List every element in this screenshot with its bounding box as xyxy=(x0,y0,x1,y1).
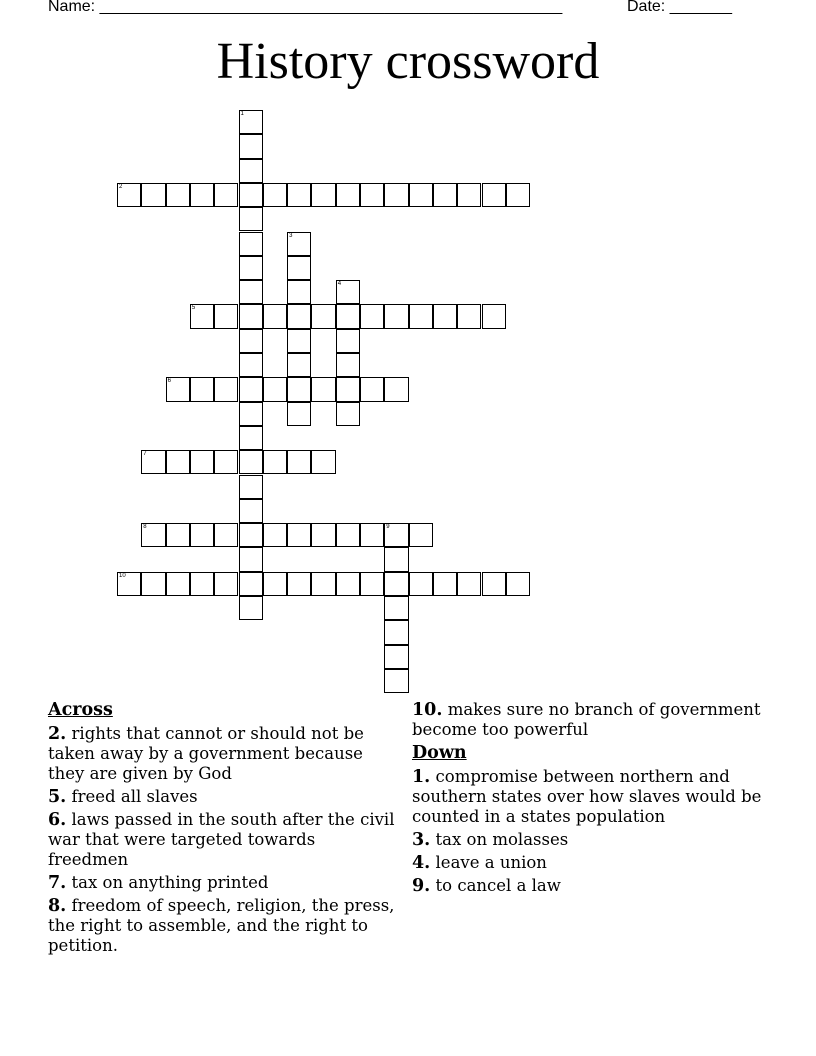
crossword-cell[interactable] xyxy=(384,523,408,547)
crossword-cell[interactable] xyxy=(214,523,238,547)
crossword-cell[interactable] xyxy=(482,572,506,596)
clue-number: 8 xyxy=(143,524,147,531)
crossword-cell[interactable] xyxy=(457,183,481,207)
crossword-cell[interactable] xyxy=(239,450,263,474)
crossword-cell[interactable] xyxy=(336,523,360,547)
clue-text: freed all slaves xyxy=(71,787,198,806)
crossword-cell[interactable] xyxy=(409,523,433,547)
crossword-cell[interactable] xyxy=(409,183,433,207)
crossword-cell[interactable] xyxy=(263,572,287,596)
crossword-cell[interactable] xyxy=(166,523,190,547)
crossword-cell[interactable] xyxy=(287,329,311,353)
clue-text: rights that cannot or should not be taken away by a government because they are given by God xyxy=(48,724,364,783)
crossword-cell[interactable] xyxy=(166,450,190,474)
crossword-cell[interactable] xyxy=(506,572,530,596)
crossword-cell[interactable] xyxy=(190,523,214,547)
crossword-cell[interactable] xyxy=(166,183,190,207)
crossword-cell[interactable] xyxy=(360,572,384,596)
clue-item xyxy=(48,787,398,807)
crossword-cell[interactable] xyxy=(239,377,263,401)
crossword-cell[interactable] xyxy=(287,572,311,596)
clue-item xyxy=(412,876,782,896)
crossword-cell[interactable] xyxy=(287,377,311,401)
page-title: History crossword xyxy=(216,33,600,90)
crossword-cell[interactable] xyxy=(239,523,263,547)
crossword-cell[interactable] xyxy=(239,207,263,231)
crossword-cell[interactable] xyxy=(384,547,408,571)
clue-text: tax on anything printed xyxy=(71,873,269,892)
clue-number: 4 xyxy=(337,281,342,288)
clues-left-column xyxy=(48,700,398,959)
crossword-cell[interactable] xyxy=(214,572,238,596)
clue-number: 3. xyxy=(412,830,431,850)
crossword-cell[interactable] xyxy=(336,183,360,207)
crossword-cell[interactable] xyxy=(239,547,263,571)
crossword-cell[interactable] xyxy=(336,329,360,353)
clue-number: 7 xyxy=(143,451,147,458)
crossword-cell[interactable] xyxy=(360,377,384,401)
clue-item xyxy=(48,873,398,893)
crossword-cell[interactable] xyxy=(384,572,408,596)
clue-number: 8. xyxy=(48,896,67,916)
crossword-cell[interactable] xyxy=(311,523,335,547)
crossword-cell[interactable] xyxy=(239,134,263,158)
crossword-cell[interactable] xyxy=(482,183,506,207)
crossword-cell[interactable] xyxy=(311,572,335,596)
crossword-cell[interactable] xyxy=(287,256,311,280)
crossword-cell[interactable] xyxy=(190,377,214,401)
crossword-cell[interactable] xyxy=(336,402,360,426)
crossword-cell[interactable] xyxy=(336,280,360,304)
name-label: Name: xyxy=(48,0,96,15)
clue-number: 2. xyxy=(48,724,67,744)
crossword-cell[interactable] xyxy=(117,183,141,207)
crossword-cell[interactable] xyxy=(287,183,311,207)
crossword-cell[interactable] xyxy=(287,523,311,547)
crossword-cell[interactable] xyxy=(482,304,506,328)
crossword-cell[interactable] xyxy=(433,572,457,596)
clue-item xyxy=(48,724,398,784)
crossword-cell[interactable] xyxy=(360,523,384,547)
clue-number: 6 xyxy=(167,378,171,385)
clue-item xyxy=(48,810,398,870)
crossword-cell[interactable] xyxy=(239,304,263,328)
crossword-cell[interactable] xyxy=(287,402,311,426)
clue-text: leave a union xyxy=(435,853,547,872)
crossword-cell[interactable] xyxy=(433,183,457,207)
crossword-cell[interactable] xyxy=(141,572,165,596)
down-heading: Down xyxy=(412,743,467,763)
crossword-cell[interactable] xyxy=(311,450,335,474)
crossword-cell[interactable] xyxy=(239,329,263,353)
date-line: _______ xyxy=(669,0,732,15)
crossword-cell[interactable] xyxy=(360,304,384,328)
crossword-cell[interactable] xyxy=(457,572,481,596)
crossword-cell[interactable] xyxy=(239,110,263,134)
clue-number: 1 xyxy=(240,111,244,117)
crossword-cell[interactable] xyxy=(166,377,190,401)
crossword-cell[interactable] xyxy=(214,450,238,474)
crossword-cell[interactable] xyxy=(336,572,360,596)
clue-number: 6. xyxy=(48,810,67,830)
clues-right-column xyxy=(412,700,782,899)
crossword-cell[interactable] xyxy=(457,304,481,328)
clue-number: 2 xyxy=(119,183,123,190)
clue-item xyxy=(412,700,782,740)
crossword-cell[interactable] xyxy=(287,304,311,328)
crossword-cell[interactable] xyxy=(239,280,263,304)
clue-item xyxy=(412,767,782,827)
crossword-cell[interactable] xyxy=(239,475,263,499)
clue-item xyxy=(48,896,398,956)
crossword-cell[interactable] xyxy=(190,304,214,328)
clue-number: 5 xyxy=(191,305,196,312)
crossword-cell[interactable] xyxy=(287,280,311,304)
crossword-cell[interactable] xyxy=(239,183,263,207)
crossword-cell[interactable] xyxy=(311,377,335,401)
crossword-cell[interactable] xyxy=(141,523,165,547)
date-label: Date: xyxy=(627,0,666,15)
crossword-cell[interactable] xyxy=(287,232,311,256)
crossword-cell[interactable] xyxy=(239,159,263,183)
crossword-cell[interactable] xyxy=(214,304,238,328)
crossword-cell[interactable] xyxy=(214,183,238,207)
clue-text: makes sure no branch of government become too powerful xyxy=(412,700,761,739)
crossword-cell[interactable] xyxy=(263,450,287,474)
clue-text: freedom of speech, religion, the press, the right to assemble, and the right to petition. xyxy=(48,896,395,955)
crossword-cell[interactable] xyxy=(239,596,263,620)
crossword-cell[interactable] xyxy=(239,353,263,377)
crossword-cell[interactable] xyxy=(263,377,287,401)
name-line: ____________________________________________________ xyxy=(99,0,563,15)
crossword-cell[interactable] xyxy=(409,572,433,596)
crossword-cell[interactable] xyxy=(263,183,287,207)
crossword-cell[interactable] xyxy=(239,572,263,596)
crossword-cell[interactable] xyxy=(214,377,238,401)
crossword-cell[interactable] xyxy=(311,183,335,207)
crossword-cell[interactable] xyxy=(287,353,311,377)
clue-number: 4. xyxy=(412,853,431,873)
crossword-cell[interactable] xyxy=(360,183,384,207)
crossword-cell[interactable] xyxy=(239,499,263,523)
crossword-cell[interactable] xyxy=(239,426,263,450)
crossword-cell[interactable] xyxy=(384,645,408,669)
clue-number: 5. xyxy=(48,787,67,807)
clue-number: 1. xyxy=(412,767,431,787)
crossword-cell[interactable] xyxy=(239,232,263,256)
clue-number: 9. xyxy=(412,876,431,896)
crossword-cell[interactable] xyxy=(384,304,408,328)
clue-text: to cancel a law xyxy=(435,876,561,895)
clue-number: 3 xyxy=(289,232,293,239)
clue-item xyxy=(412,853,782,873)
clue-number: 9 xyxy=(386,524,390,531)
crossword-cell[interactable] xyxy=(384,596,408,620)
crossword-cell[interactable] xyxy=(506,183,530,207)
crossword-cell[interactable] xyxy=(336,304,360,328)
crossword-cell[interactable] xyxy=(141,183,165,207)
crossword-cell[interactable] xyxy=(263,304,287,328)
clue-text: laws passed in the south after the civil war that were targeted towards freedmen xyxy=(48,810,395,869)
name-field[interactable] xyxy=(48,0,562,16)
crossword-cell[interactable] xyxy=(433,304,457,328)
crossword-cell[interactable] xyxy=(336,377,360,401)
clue-text: compromise between northern and southern states over how slaves would be counted in a states population xyxy=(412,767,762,826)
clue-item xyxy=(412,830,782,850)
crossword-cell[interactable] xyxy=(263,523,287,547)
crossword-cell[interactable] xyxy=(166,572,190,596)
crossword-cell[interactable] xyxy=(239,256,263,280)
crossword-cell[interactable] xyxy=(336,353,360,377)
crossword-cell[interactable] xyxy=(141,450,165,474)
date-field[interactable] xyxy=(627,0,732,16)
crossword-cell[interactable] xyxy=(384,377,408,401)
across-heading: Across xyxy=(48,700,113,720)
crossword-cell[interactable] xyxy=(384,183,408,207)
crossword-cell[interactable] xyxy=(384,620,408,644)
crossword-cell[interactable] xyxy=(117,572,141,596)
crossword-cell[interactable] xyxy=(384,669,408,693)
crossword-cell[interactable] xyxy=(190,572,214,596)
crossword-cell[interactable] xyxy=(311,304,335,328)
crossword-cell[interactable] xyxy=(409,304,433,328)
crossword-cell[interactable] xyxy=(190,450,214,474)
clue-number: 7. xyxy=(48,873,67,893)
clue-number: 10. xyxy=(412,700,443,720)
clue-text: tax on molasses xyxy=(435,830,569,849)
crossword-cell[interactable] xyxy=(239,402,263,426)
crossword-cell[interactable] xyxy=(287,450,311,474)
crossword-cell[interactable] xyxy=(190,183,214,207)
clue-number: 10 xyxy=(119,572,126,579)
